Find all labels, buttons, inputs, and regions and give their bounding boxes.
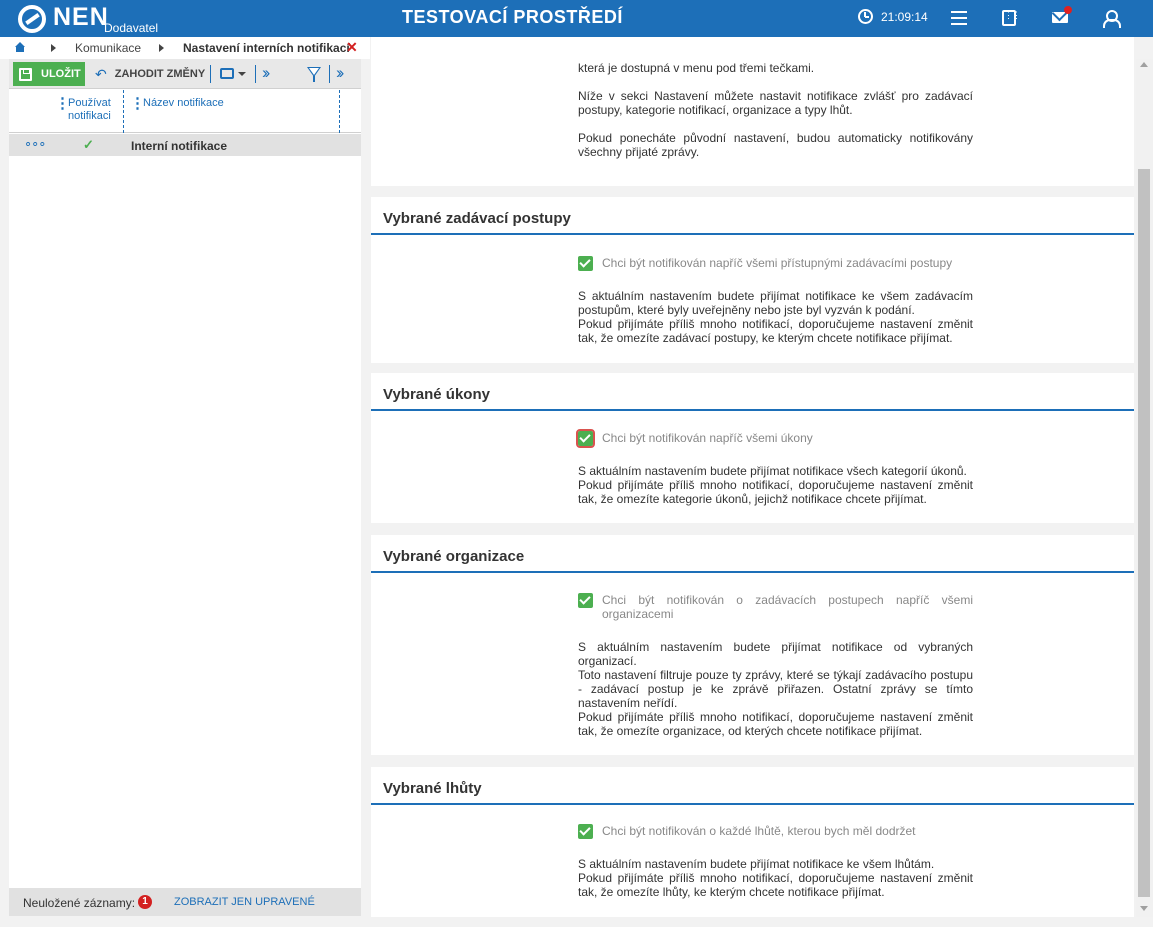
intro-text xyxy=(578,61,973,159)
column-header-line: Používat xyxy=(68,97,111,109)
breadcrumb-item-current: Nastavení interních notifikací xyxy=(183,41,350,55)
intro-paragraph: Níže v sekci Nastavení můžete nastavit notifikace zvlášť pro zadávací postupy, kategorie notifikací, organizace a typy lhůt. xyxy=(578,89,973,117)
section-header xyxy=(371,535,1134,573)
breadcrumb xyxy=(0,37,370,59)
section-title: Vybrané zadávací postupy xyxy=(383,210,571,227)
section-title: Vybrané lhůty xyxy=(383,780,482,797)
description-paragraph: S aktuálním nastavením budete přijímat notifikace ke všem lhůtám. xyxy=(578,857,935,871)
breadcrumb-arrow-icon xyxy=(159,44,164,52)
all-organizations-checkbox-row[interactable] xyxy=(578,593,973,621)
breadcrumb-arrow-icon xyxy=(51,44,56,52)
description-paragraph: S aktuálním nastavením budete přijímat notifikace všech kategorií úkonů. xyxy=(578,464,967,478)
toolbar-divider xyxy=(329,65,330,83)
grid-footer xyxy=(9,888,361,916)
table-row[interactable] xyxy=(9,134,361,156)
column-header-line: Název notifikace xyxy=(143,97,224,109)
left-panel xyxy=(9,59,361,916)
save-button-label: ULOŽIT xyxy=(41,68,81,80)
section-description xyxy=(578,857,973,899)
nen-logo-icon[interactable] xyxy=(18,5,46,33)
double-chevron-right-icon[interactable]: ›› xyxy=(262,63,268,82)
all-acts-checkbox-row[interactable] xyxy=(578,431,973,446)
column-divider[interactable] xyxy=(339,90,340,133)
breadcrumb-item-komunikace[interactable]: Komunikace xyxy=(75,41,142,55)
column-menu-icon[interactable] xyxy=(132,97,135,110)
toolbar xyxy=(9,59,361,89)
discard-changes-button[interactable] xyxy=(95,62,205,86)
discard-button-label: ZAHODIT ZMĚNY xyxy=(114,68,206,80)
section-description xyxy=(578,640,973,738)
column-header-line: notifikaci xyxy=(68,110,111,122)
checkbox-label[interactable]: Chci být notifikován o zadávacích postupech napříč všemi organizacemi xyxy=(602,593,973,621)
mail-notification-dot xyxy=(1064,6,1072,14)
unsaved-count-badge: 1 xyxy=(138,895,152,909)
top-bar xyxy=(0,0,1153,37)
home-icon[interactable] xyxy=(14,42,26,53)
undo-icon: ↶ xyxy=(95,65,107,82)
checkbox-label[interactable]: Chci být notifikován napříč všemi úkony xyxy=(602,431,813,445)
section-header xyxy=(371,767,1134,805)
all-deadlines-checkbox-row[interactable] xyxy=(578,824,973,839)
environment-title: TESTOVACÍ PROSTŘEDÍ xyxy=(402,7,623,27)
hamburger-menu-icon[interactable] xyxy=(951,11,967,25)
section-title: Vybrané úkony xyxy=(383,386,490,403)
toolbar-divider xyxy=(210,65,211,83)
checkbox-checked-icon[interactable] xyxy=(578,431,593,446)
column-header-notification-name[interactable] xyxy=(143,97,224,110)
checkbox-checked-icon[interactable] xyxy=(578,593,593,608)
column-header-use-notification[interactable] xyxy=(68,97,111,123)
scroll-up-arrow-icon[interactable] xyxy=(1140,62,1148,67)
intro-paragraph: Pokud ponecháte původní nastavení, budou automaticky notifikovány všechny přijaté zprávy. xyxy=(578,131,973,159)
description-paragraph: Pokud přijímáte příliš mnoho notifikací, doporučujeme nastavení změnit tak, že omezíte lhůty, ke kterým chcete notifikace přijímat. xyxy=(578,871,973,899)
section-procedures xyxy=(371,197,1134,363)
checkbox-checked-icon[interactable] xyxy=(578,256,593,271)
description-paragraph: Toto nastavení filtruje pouze ty zprávy, které se týkají zadávacího postupu - zadávací postup je ke zprávě přiřazen. Ostatní zprávy se tímto nastavením neřídí. xyxy=(578,668,973,710)
section-description xyxy=(578,464,973,506)
intro-paragraph: která je dostupná v menu pod třemi tečkami. xyxy=(578,61,815,75)
close-tab-icon[interactable]: ✕ xyxy=(346,39,358,55)
clock-icon xyxy=(858,9,873,24)
print-icon[interactable] xyxy=(220,68,234,79)
save-button[interactable] xyxy=(13,62,85,86)
all-procedures-checkbox-row[interactable] xyxy=(578,256,973,271)
grid-header xyxy=(9,90,361,133)
calculator-icon[interactable] xyxy=(1002,10,1016,26)
description-paragraph: S aktuálním nastavením budete přijímat notifikace ke všem zadávacím postupům, které byly uveřejněny nebo jste byl vyzván k podání. xyxy=(578,289,973,317)
filter-icon-stem xyxy=(313,76,315,82)
logo-text[interactable]: NEN xyxy=(53,3,109,31)
scroll-down-arrow-icon[interactable] xyxy=(1140,906,1148,911)
description-paragraph: Pokud přijímáte příliš mnoho notifikací, doporučujeme nastavení změnit tak, že omezíte zadávací postupy, ke kterým chcete notifikace přijímat. xyxy=(578,317,973,345)
unsaved-records-label: Neuložené záznamy: xyxy=(23,896,136,910)
checkbox-label[interactable]: Chci být notifikován o každé lhůtě, kterou bych měl dodržet xyxy=(602,824,916,838)
checkbox-label[interactable]: Chci být notifikován napříč všemi přístupnými zadávacími postupy xyxy=(602,256,953,270)
notification-name: Interní notifikace xyxy=(131,139,228,153)
chevron-down-icon[interactable] xyxy=(238,72,246,76)
section-title: Vybrané organizace xyxy=(383,548,525,565)
intro-card xyxy=(371,37,1134,186)
check-icon: ✓ xyxy=(83,137,94,152)
show-edited-only-link[interactable]: ZOBRAZIT JEN UPRAVENÉ xyxy=(174,896,315,908)
section-header xyxy=(371,373,1134,411)
vertical-scrollbar[interactable] xyxy=(1136,59,1153,917)
description-paragraph: Pokud přijímáte příliš mnoho notifikací, doporučujeme nastavení změnit tak, že omezíte organizace, od kterých chcete notifikace přijímat. xyxy=(578,710,973,738)
toolbar-divider xyxy=(255,65,256,83)
checkbox-checked-icon[interactable] xyxy=(578,824,593,839)
section-organizations xyxy=(371,535,1134,755)
section-description xyxy=(578,289,973,345)
settings-content xyxy=(370,37,1136,917)
logo-subtitle: Dodavatel xyxy=(104,21,159,35)
description-paragraph: S aktuálním nastavením budete přijímat notifikace od vybraných organizací. xyxy=(578,640,973,668)
column-menu-icon[interactable] xyxy=(57,97,60,110)
row-menu-icon[interactable]: ∘∘∘ xyxy=(24,136,46,151)
section-acts xyxy=(371,373,1134,523)
collapse-panel-icon[interactable]: ›› xyxy=(336,63,342,82)
column-divider[interactable] xyxy=(123,90,124,133)
session-time: 21:09:14 xyxy=(881,10,928,24)
user-icon[interactable] xyxy=(1103,10,1117,26)
section-header xyxy=(371,197,1134,235)
description-paragraph: Pokud přijímáte příliš mnoho notifikací, doporučujeme nastavení změnit tak, že omezíte kategorie úkonů, jejichž notifikace chcete přijímat. xyxy=(578,478,973,506)
scrollbar-thumb[interactable] xyxy=(1138,169,1150,897)
floppy-icon xyxy=(19,68,32,81)
section-deadlines xyxy=(371,767,1134,917)
